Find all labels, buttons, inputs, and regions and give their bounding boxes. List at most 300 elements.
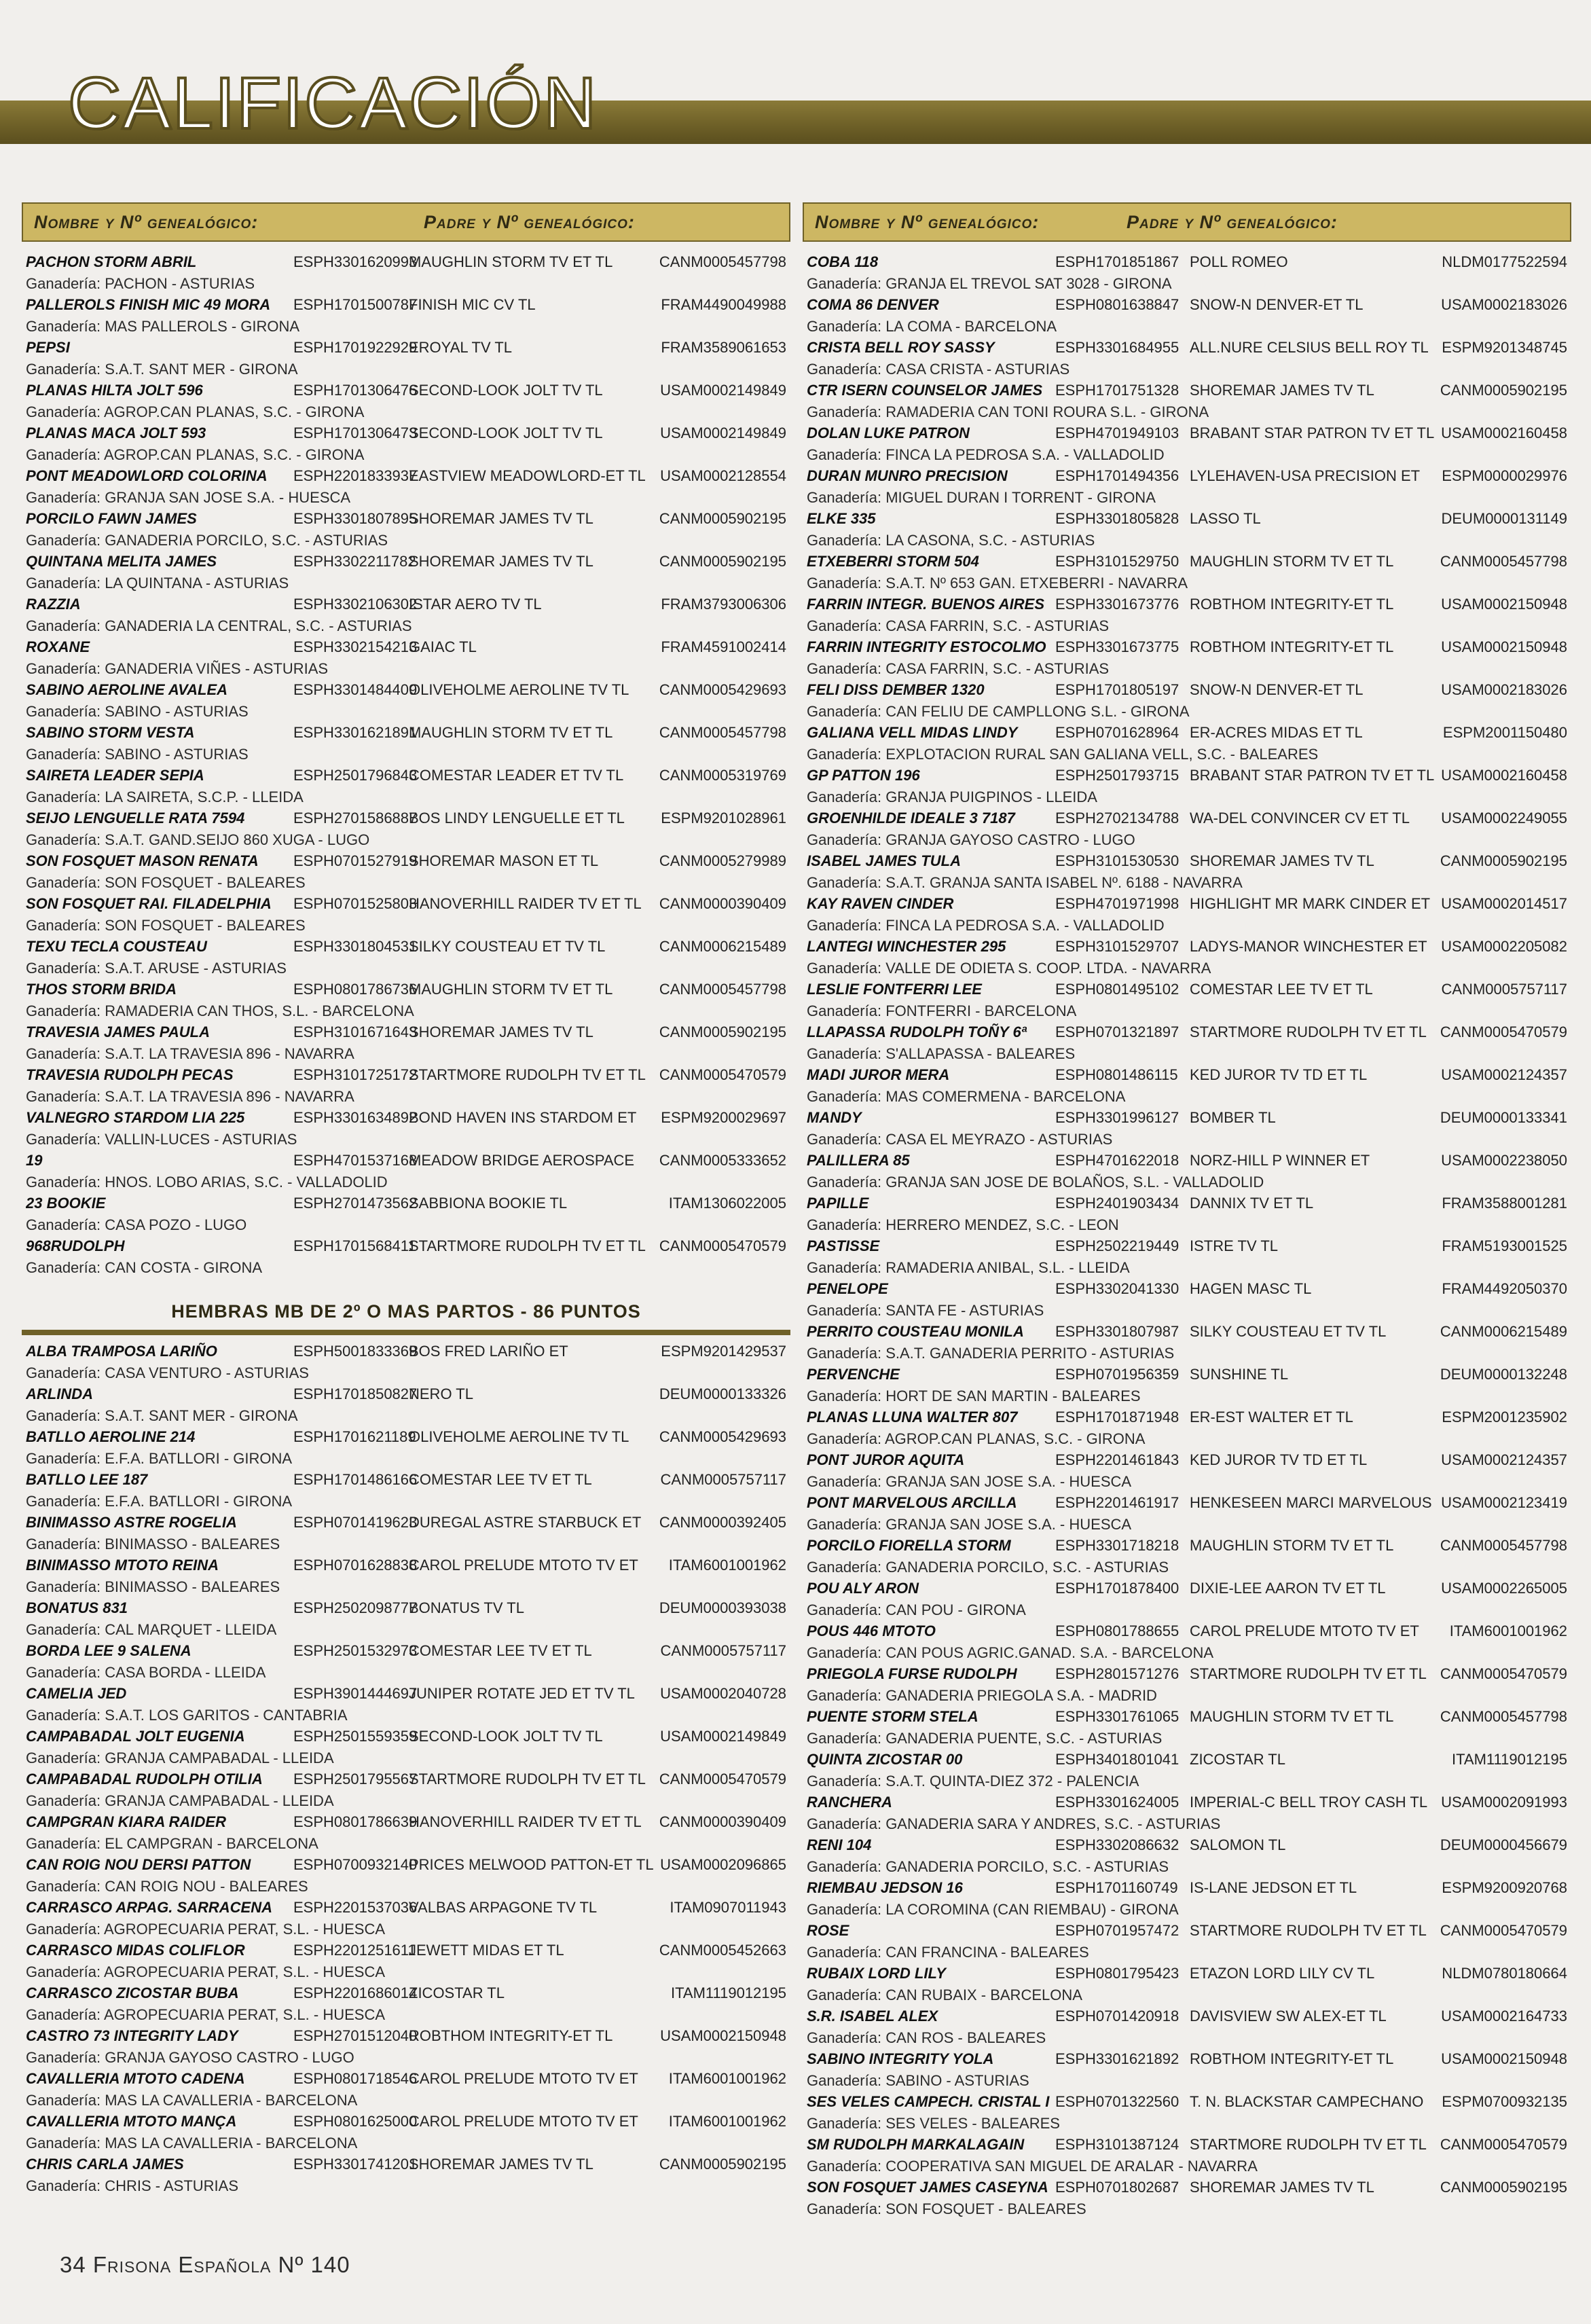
ganaderia-line: Ganadería: GRANJA SAN JOSE DE BOLAÑOS, S.L. - VALLADOLID [807, 1173, 1264, 1191]
sire-registration: CANM0005457798 [1440, 1708, 1567, 1725]
ganaderia-line: Ganadería: E.F.A. BATLLORI - GIRONA [26, 1449, 293, 1467]
sire-registration: USAM0002150948 [1441, 2050, 1567, 2067]
cow-name: TRAVESIA JAMES PAULA [26, 1023, 210, 1040]
cow-registration: ESPH3301684955 [1055, 339, 1179, 356]
sire-name: SHOREMAR JAMES TV TL [1190, 382, 1374, 399]
sire-registration: ESPM0000029976 [1442, 467, 1567, 484]
cow-name: BINIMASSO MTOTO REINA [26, 1557, 219, 1574]
sire-name: SHOREMAR JAMES TV TL [409, 510, 593, 527]
table-row [22, 2111, 790, 2132]
sire-name: ROBTHOM INTEGRITY-ET TL [1190, 596, 1394, 613]
sire-name: ROBTHOM INTEGRITY-ET TL [409, 2027, 613, 2044]
ganaderia-line: Ganadería: MAS COMERMENA - BARCELONA [807, 1087, 1126, 1105]
sire-name: DAVISVIEW SW ALEX-ET TL [1190, 2008, 1387, 2025]
cow-name: POUS 446 MTOTO [807, 1622, 936, 1639]
cow-registration: ESPH3901444697 [293, 1685, 418, 1702]
cow-name: TRAVESIA RUDOLPH PECAS [26, 1066, 234, 1083]
sire-name: BOS LINDY LENGUELLE ET TL [409, 810, 625, 827]
ganaderia-line: Ganadería: COOPERATIVA SAN MIGUEL DE ARALAR - NAVARRA [807, 2157, 1258, 2175]
sire-registration: CANM0005757117 [1441, 981, 1567, 998]
sire-registration: FRAM4591002414 [661, 638, 786, 655]
page-title: CALIFICACIÓN [68, 62, 598, 144]
cow-name: BATLLO LEE 187 [26, 1471, 148, 1488]
sire-registration: DEUM0000456679 [1440, 1836, 1567, 1853]
sire-registration: USAM0002150948 [1441, 638, 1567, 655]
cow-name: SM RUDOLPH MARKALAGAIN [807, 2136, 1025, 2153]
cow-registration: ESPH2401903434 [1055, 1195, 1179, 1212]
table-row [22, 380, 790, 401]
ganaderia-line: Ganadería: EXPLOTACION RURAL SAN GALIANA VELL, S.C. - BALEARES [807, 745, 1319, 763]
cow-registration: ESPH2702134788 [1055, 810, 1179, 827]
cow-registration: ESPH2501795567 [293, 1771, 418, 1787]
sire-registration: CANM0005457798 [659, 981, 786, 998]
left-secondary-list [22, 1341, 790, 2196]
sire-registration: CANM0005902195 [1440, 2179, 1567, 2196]
sire-name: WA-DEL CONVINCER CV ET TL [1190, 810, 1410, 827]
cow-registration: ESPH3301634892 [293, 1109, 418, 1126]
cow-registration: ESPH0801788655 [1055, 1622, 1179, 1639]
sire-registration: CANM0006215489 [1440, 1323, 1567, 1340]
cow-registration: ESPH1701500787 [293, 296, 418, 313]
sire-registration: CANM0005457798 [1440, 1537, 1567, 1554]
sire-registration: ESPM9201028961 [661, 810, 786, 827]
cow-registration: ESPH2701473562 [293, 1195, 418, 1212]
table-row [22, 337, 790, 359]
ganaderia-line: Ganadería: PACHON - ASTURIAS [26, 274, 255, 292]
cow-registration: ESPH1701850827 [293, 1385, 418, 1402]
cow-registration: ESPH3301996127 [1055, 1109, 1179, 1126]
sire-name: T. N. BLACKSTAR CAMPECHANO [1190, 2093, 1424, 2110]
sire-name: SHOREMAR JAMES TV TL [1190, 852, 1374, 869]
ganaderia-line: Ganadería: GRANJA GAYOSO CASTRO - LUGO [26, 2048, 354, 2066]
cow-name: RIEMBAU JEDSON 16 [807, 1879, 963, 1896]
sire-name: ISTAR AERO TV TL [409, 596, 542, 613]
ganaderia-line: Ganadería: S.A.T. ARUSE - ASTURIAS [26, 959, 287, 977]
cow-name: PALLEROLS FINISH MIC 49 MORA [26, 296, 271, 313]
table-row [22, 1982, 790, 2004]
sire-name: LADYS-MANOR WINCHESTER ET [1190, 938, 1427, 955]
table-row [22, 979, 790, 1000]
cow-registration: ESPH2501559359 [293, 1728, 418, 1745]
sire-name: SALOMON TL [1190, 1836, 1286, 1853]
cow-name: BATLLO AEROLINE 214 [26, 1428, 196, 1445]
cow-name: ROSE [807, 1922, 849, 1939]
table-row [803, 2048, 1571, 2070]
sire-registration: DEUM0000132248 [1440, 1366, 1567, 1383]
section-rule [22, 1330, 790, 1335]
sire-name: SILKY COUSTEAU ET TV TL [409, 938, 606, 955]
cow-name: LESLIE FONTFERRI LEE [807, 981, 982, 998]
ganaderia-line: Ganadería: SABINO - ASTURIAS [26, 745, 249, 763]
sire-name: MAUGHLIN STORM TV ET TL [1190, 1708, 1394, 1725]
table-row [803, 294, 1571, 316]
cow-registration: ESPH2201537036 [293, 1899, 418, 1916]
cow-name: CAMELIA JED [26, 1685, 127, 1702]
sire-registration: NLDM0177522594 [1442, 253, 1567, 270]
ganaderia-line: Ganadería: VALLE DE ODIETA S. COOP. LTDA. - NAVARRA [807, 959, 1211, 977]
cow-name: CHRIS CARLA JAMES [26, 2156, 184, 2173]
sire-registration: CANM0005279989 [659, 852, 786, 869]
sire-registration: USAM0002238050 [1441, 1152, 1567, 1169]
table-row [22, 1235, 790, 1257]
cow-registration: ESPH1701871948 [1055, 1409, 1179, 1426]
table-row [22, 722, 790, 744]
cow-name: QUINTA ZICOSTAR 00 [807, 1751, 963, 1768]
cow-name: LLAPASSA RUDOLPH TOÑY 6ª [807, 1023, 1027, 1040]
table-row [22, 508, 790, 530]
cow-registration: ESPH3302041330 [1055, 1280, 1179, 1297]
table-row [22, 2025, 790, 2047]
sire-name: MAUGHLIN STORM TV ET TL [409, 981, 613, 998]
sire-registration: USAM0002096865 [660, 1856, 786, 1873]
ganaderia-line: Ganadería: CAN POU - GIRONA [807, 1601, 1026, 1618]
cow-name: PASTISSE [807, 1237, 880, 1254]
table-row [803, 2091, 1571, 2113]
table-row [22, 1940, 790, 1961]
table-row [22, 807, 790, 829]
cow-name: CASTRO 73 INTEGRITY LADY [26, 2027, 238, 2044]
ganaderia-line: Ganadería: GRANJA SAN JOSE S.A. - HUESCA [807, 1515, 1132, 1533]
sire-registration: USAM0002124357 [1441, 1451, 1567, 1468]
ganaderia-line: Ganadería: CASA POZO - LUGO [26, 1216, 247, 1233]
cow-registration: ESPH0701525803 [293, 895, 418, 912]
cow-registration: ESPH3301621891 [293, 724, 418, 741]
sire-name: IMPERIAL-C BELL TROY CASH TL [1190, 1794, 1428, 1811]
sire-registration: ITAM6001001962 [1449, 1622, 1567, 1639]
cow-name: PENELOPE [807, 1280, 888, 1297]
table-row [803, 722, 1571, 744]
sire-registration: USAM0002149849 [660, 382, 786, 399]
sire-name: GAIAC TL [409, 638, 477, 655]
table-row [803, 551, 1571, 573]
cow-name: SES VELES CAMPECH. CRISTAL I [807, 2093, 1050, 2110]
sire-registration: USAM0002160458 [1441, 767, 1567, 784]
cow-name: THOS STORM BRIDA [26, 981, 177, 998]
sire-name: FINISH MIC CV TL [409, 296, 536, 313]
table-row [22, 1597, 790, 1619]
ganaderia-line: Ganadería: GRANJA GAYOSO CASTRO - LUGO [807, 831, 1135, 848]
table-row [803, 893, 1571, 915]
sire-registration: ESPM9201348745 [1442, 339, 1567, 356]
sire-registration: CANM0005470579 [1440, 2136, 1567, 2153]
sire-registration: USAM0002205082 [1441, 938, 1567, 955]
sire-registration: ITAM1306022005 [668, 1195, 786, 1212]
sire-registration: USAM0002265005 [1441, 1580, 1567, 1597]
table-row [22, 1426, 790, 1448]
ganaderia-line: Ganadería: RAMADERIA CAN THOS, S.L. - BARCELONA [26, 1002, 414, 1019]
sire-name: BOS FRED LARIÑO ET [409, 1343, 568, 1360]
sire-name: NORZ-HILL P WINNER ET [1190, 1152, 1370, 1169]
cow-registration: ESPH3301621892 [1055, 2050, 1179, 2067]
sire-name: SILKY COUSTEAU ET TV TL [1190, 1323, 1387, 1340]
section-break [22, 1278, 790, 1341]
column-header [803, 202, 1571, 242]
table-row [22, 1726, 790, 1747]
cow-registration: ESPH3101387124 [1055, 2136, 1179, 2153]
table-row [22, 1107, 790, 1129]
cow-name: TEXU TECLA COUSTEAU [26, 938, 207, 955]
table-row [803, 1107, 1571, 1129]
table-row [803, 1749, 1571, 1771]
ganaderia-line: Ganadería: MAS PALLEROLS - GIRONA [26, 317, 300, 335]
sire-name: SECOND-LOOK JOLT TV TL [409, 1728, 603, 1745]
cow-name: SON FOSQUET JAMES CASEYNA [807, 2179, 1048, 2196]
ganaderia-line: Ganadería: FONTFERRI - BARCELONA [807, 1002, 1077, 1019]
table-row [803, 1706, 1571, 1728]
sire-name: ROBTHOM INTEGRITY-ET TL [1190, 2050, 1394, 2067]
cow-registration: ESPH3302154213 [293, 638, 418, 655]
table-row [803, 1535, 1571, 1557]
ganaderia-line: Ganadería: CAN FELIU DE CAMPLLONG S.L. - GIRONA [807, 702, 1190, 720]
table-row [22, 551, 790, 573]
table-row [803, 1064, 1571, 1086]
left-column [22, 202, 790, 2233]
sire-registration: CANM0005902195 [1440, 382, 1567, 399]
sire-name: JUNIPER ROTATE JED ET TV TL [409, 1685, 635, 1702]
ganaderia-line: Ganadería: GANADERIA VIÑES - ASTURIAS [26, 659, 329, 677]
cow-name: LANTEGI WINCHESTER 295 [807, 938, 1006, 955]
sire-registration: CANM0005457798 [1440, 553, 1567, 570]
sire-name: MEADOW BRIDGE AEROSPACE [409, 1152, 635, 1169]
cow-name: GROENHILDE IDEALE 3 7187 [807, 810, 1015, 827]
cow-name: SABINO INTEGRITY YOLA [807, 2050, 994, 2067]
sire-registration: CANM0005429693 [659, 681, 786, 698]
ganaderia-line: Ganadería: RAMADERIA ANIBAL, S.L. - LLEIDA [807, 1258, 1130, 1276]
cow-name: COBA 118 [807, 253, 879, 270]
table-row [803, 2005, 1571, 2027]
sire-name: PRICES MELWOOD PATTON-ET TL [409, 1856, 654, 1873]
cow-name: SABINO AEROLINE AVALEA [26, 681, 228, 698]
cow-registration: ESPH3301804531 [293, 938, 418, 955]
cow-name: S.R. ISABEL ALEX [807, 2008, 938, 2025]
cow-name: CAMPABADAL JOLT EUGENIA [26, 1728, 245, 1745]
table-row [803, 508, 1571, 530]
cow-registration: ESPH4701537168 [293, 1152, 418, 1169]
ganaderia-line: Ganadería: FINCA LA PEDROSA S.A. - VALLADOLID [807, 916, 1165, 934]
cow-registration: ESPH2701512040 [293, 2027, 418, 2044]
cow-name: FARRIN INTEGRITY ESTOCOLMO [807, 638, 1046, 655]
ganaderia-line: Ganadería: HNOS. LOBO ARIAS, S.C. - VALLADOLID [26, 1173, 388, 1191]
cow-name: CAMPGRAN KIARA RAIDER [26, 1813, 226, 1830]
ganaderia-line: Ganadería: S'ALLAPASSA - BALEARES [807, 1045, 1076, 1062]
table-row [22, 251, 790, 273]
ganaderia-line: Ganadería: S.A.T. SANT MER - GIRONA [26, 360, 298, 378]
cow-registration: ESPH3301673776 [1055, 596, 1179, 613]
cow-registration: ESPH3301718218 [1055, 1537, 1179, 1554]
table-row [22, 1897, 790, 1919]
sire-name: ROBTHOM INTEGRITY-ET TL [1190, 638, 1394, 655]
table-row [22, 1383, 790, 1405]
sire-name: HIGHLIGHT MR MARK CINDER ET [1190, 895, 1431, 912]
ganaderia-line: Ganadería: SON FOSQUET - BALEARES [26, 916, 306, 934]
sire-name: MAUGHLIN STORM TV ET TL [1190, 553, 1394, 570]
ganaderia-line: Ganadería: GANADERIA PORCILO, S.C. - ASTURIAS [807, 1558, 1169, 1576]
ganaderia-line: Ganadería: BINIMASSO - BALEARES [26, 1578, 280, 1595]
ganaderia-line: Ganadería: GRANJA CAMPABADAL - LLEIDA [26, 1749, 334, 1766]
sire-registration: USAM0002160458 [1441, 424, 1567, 441]
table-row [803, 1663, 1571, 1685]
sire-name: COMESTAR LEE TV ET TL [409, 1471, 592, 1488]
sire-registration: FRAM3589061653 [661, 339, 786, 356]
ganaderia-line: Ganadería: MAS LA CAVALLERIA - BARCELONA [26, 2091, 358, 2109]
table-row [803, 850, 1571, 872]
cow-registration: ESPH3302106302 [293, 596, 418, 613]
cow-registration: ESPH2201461917 [1055, 1494, 1179, 1511]
ganaderia-line: Ganadería: FINCA LA PEDROSA S.A. - VALLADOLID [807, 446, 1165, 463]
ganaderia-line: Ganadería: S.A.T. GRANJA SANTA ISABEL Nº. 6188 - NAVARRA [807, 873, 1243, 891]
sire-name: BOMBER TL [1190, 1109, 1276, 1126]
cow-name: FELI DISS DEMBER 1320 [807, 681, 985, 698]
sire-registration: USAM0002128554 [660, 467, 786, 484]
section-title: HEMBRAS MB DE 2º O MAS PARTOS - 86 PUNTOS [171, 1301, 641, 1322]
table-row [803, 1792, 1571, 1813]
column-header [22, 202, 790, 242]
table-row [22, 465, 790, 487]
table-row [22, 1854, 790, 1876]
cow-registration: ESPH3301624005 [1055, 1794, 1179, 1811]
table-row [803, 1235, 1571, 1257]
sire-registration: FRAM4490049988 [661, 296, 786, 313]
cow-registration: ESPH2501796843 [293, 767, 418, 784]
cow-registration: ESPH5001833369 [293, 1343, 418, 1360]
cow-name: MADI JUROR MERA [807, 1066, 950, 1083]
table-row [22, 1811, 790, 1833]
cow-name: BORDA LEE 9 SALENA [26, 1642, 191, 1659]
cow-registration: ESPH3301620993 [293, 253, 418, 270]
cow-registration: ESPH3101529750 [1055, 553, 1179, 570]
table-row [803, 1834, 1571, 1856]
ganaderia-line: Ganadería: GRANJA SAN JOSE S.A. - HUESCA [807, 1472, 1132, 1490]
sire-name: CAROL PRELUDE MTOTO TV ET [409, 1557, 638, 1574]
table-row [22, 765, 790, 786]
left-primary-list [22, 242, 790, 1278]
cow-registration: ESPH0700932140 [293, 1856, 418, 1873]
cow-registration: ESPH3301761065 [1055, 1708, 1179, 1725]
sire-name: STARTMORE RUDOLPH TV ET TL [409, 1771, 646, 1787]
cow-name: ARLINDA [26, 1385, 93, 1402]
table-row [22, 1683, 790, 1705]
sire-name: DANNIX TV ET TL [1190, 1195, 1314, 1212]
cow-name: ROXANE [26, 638, 90, 655]
ganaderia-line: Ganadería: CAN ROS - BALEARES [807, 2029, 1046, 2046]
cow-registration: ESPH0801495102 [1055, 981, 1179, 998]
sire-registration: NLDM0780180664 [1442, 1965, 1567, 1982]
cow-registration: ESPH1701851867 [1055, 253, 1179, 270]
ganaderia-line: Ganadería: GRANJA EL TREVOL SAT 3028 - GIRONA [807, 274, 1172, 292]
cow-name: SON FOSQUET MASON RENATA [26, 852, 259, 869]
cow-registration: ESPH3101529707 [1055, 938, 1179, 955]
sire-name: MAUGHLIN STORM TV ET TL [409, 253, 613, 270]
sire-registration: ESPM9201429537 [661, 1343, 786, 1360]
sire-name: ZICOSTAR TL [409, 1984, 505, 2001]
ganaderia-line: Ganadería: GANADERIA PRIEGOLA S.A. - MADRID [807, 1686, 1157, 1704]
table-row [22, 679, 790, 701]
cow-name: DOLAN LUKE PATRON [807, 424, 970, 441]
table-row [803, 1877, 1571, 1899]
sire-registration: USAM0002091993 [1441, 1794, 1567, 1811]
ganaderia-line: Ganadería: S.A.T. LA TRAVESIA 896 - NAVARRA [26, 1087, 354, 1105]
cow-name: PONT JUROR AQUITA [807, 1451, 965, 1468]
cow-name: CARRASCO ZICOSTAR BUBA [26, 1984, 239, 2001]
cow-name: ALBA TRAMPOSA LARIÑO [26, 1343, 217, 1360]
sire-registration: USAM0002124357 [1441, 1066, 1567, 1083]
cow-name: RANCHERA [807, 1794, 892, 1811]
name-column-label: Nombre y Nº genealógico: [34, 212, 259, 232]
right-column [803, 202, 1571, 2233]
ganaderia-line: Ganadería: SABINO - ASTURIAS [26, 702, 249, 720]
cow-name: CARRASCO MIDAS COLIFLOR [26, 1942, 245, 1959]
cow-name: FARRIN INTEGR. BUENOS AIRES [807, 596, 1044, 613]
sire-name: COMESTAR LEADER ET TV TL [409, 767, 624, 784]
table-row [803, 807, 1571, 829]
ganaderia-line: Ganadería: RAMADERIA CAN TONI ROURA S.L. - GIRONA [807, 403, 1209, 420]
table-row [22, 1555, 790, 1576]
sire-name: HANOVERHILL RAIDER TV ET TL [409, 895, 642, 912]
table-row [803, 2134, 1571, 2156]
cow-registration: ESPH2502098777 [293, 1599, 418, 1616]
cow-name: CARRASCO ARPAG. SARRACENA [26, 1899, 273, 1916]
cow-registration: ESPH4701971998 [1055, 895, 1179, 912]
cow-registration: ESPH1701494356 [1055, 467, 1179, 484]
table-row [803, 979, 1571, 1000]
sire-registration: CANM0005470579 [659, 1237, 786, 1254]
sire-registration: USAM0002123419 [1441, 1494, 1567, 1511]
sire-name: STARTMORE RUDOLPH TV ET TL [409, 1066, 646, 1083]
sire-registration: CANM0005902195 [659, 553, 786, 570]
cow-registration: ESPH0801795423 [1055, 1965, 1179, 1982]
cow-registration: ESPH0701802687 [1055, 2179, 1179, 2196]
sire-name: KED JUROR TV TD ET TL [1190, 1066, 1368, 1083]
cow-registration: ESPH4701622018 [1055, 1152, 1179, 1169]
sire-registration: CANM0000390409 [659, 1813, 786, 1830]
sire-registration: DEUM0000133326 [659, 1385, 786, 1402]
ganaderia-line: Ganadería: BINIMASSO - BALEARES [26, 1535, 280, 1553]
ganaderia-line: Ganadería: S.A.T. QUINTA-DIEZ 372 - PALENCIA [807, 1772, 1139, 1790]
sire-name: BRABANT STAR PATRON TV ET TL [1190, 767, 1435, 784]
sire-name: SUNSHINE TL [1190, 1366, 1289, 1383]
sire-name: LYLEHAVEN-USA PRECISION ET [1190, 467, 1421, 484]
sire-registration: CANM0005452663 [659, 1942, 786, 1959]
cow-registration: ESPH1701805197 [1055, 681, 1179, 698]
ganaderia-line: Ganadería: HORT DE SAN MARTIN - BALEARES [807, 1387, 1141, 1404]
cow-registration: ESPH2201461843 [1055, 1451, 1179, 1468]
cow-name: PUENTE STORM STELA [807, 1708, 979, 1725]
cow-name: SAIRETA LEADER SEPIA [26, 767, 204, 784]
table-row [22, 1193, 790, 1214]
table-row [803, 2177, 1571, 2198]
cow-name: GP PATTON 196 [807, 767, 920, 784]
cow-name: GALIANA VELL MIDAS LINDY [807, 724, 1018, 741]
ganaderia-line: Ganadería: GRANJA CAMPABADAL - LLEIDA [26, 1792, 334, 1809]
sire-registration: USAM0002183026 [1441, 681, 1567, 698]
sire-name: EROYAL TV TL [409, 339, 513, 356]
sire-registration: USAM0002149849 [660, 424, 786, 441]
sire-name: SECOND-LOOK JOLT TV TL [409, 382, 603, 399]
table-row [803, 936, 1571, 958]
cow-registration: ESPH4701949103 [1055, 424, 1179, 441]
sire-name: HENKESEEN MARCI MARVELOUS [1190, 1494, 1432, 1511]
sire-name: BOND HAVEN INS STARDOM ET [409, 1109, 637, 1126]
sire-name: SHOREMAR JAMES TV TL [409, 553, 593, 570]
ganaderia-line: Ganadería: GANADERIA LA CENTRAL, S.C. - ASTURIAS [26, 617, 412, 634]
sire-registration: FRAM5193001525 [1442, 1237, 1567, 1254]
cow-registration: ESPH0701957472 [1055, 1922, 1179, 1939]
sire-name: LASSO TL [1190, 510, 1261, 527]
right-list [803, 242, 1571, 2219]
ganaderia-line: Ganadería: CASA VENTURO - ASTURIAS [26, 1364, 309, 1381]
table-row [22, 594, 790, 615]
sire-registration: FRAM3793006306 [661, 596, 786, 613]
